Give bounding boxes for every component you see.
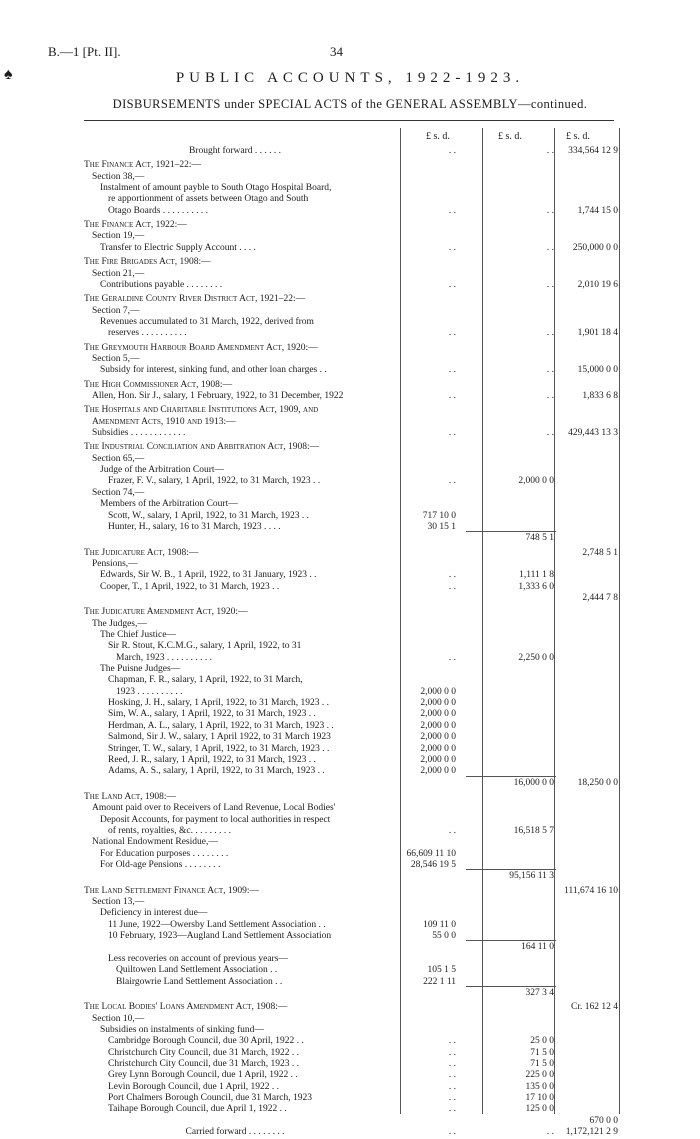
ledger-row (80, 744, 620, 755)
amount-c2: 748 5 1 (525, 533, 554, 544)
ledger-row (80, 570, 620, 581)
amount-c3: 334,564 12 9 (568, 146, 618, 156)
amount-c1: 28,546 19 5 (410, 860, 456, 870)
ledger-row (80, 146, 620, 157)
ledger-row (80, 454, 620, 465)
row-description: The Judges,— (92, 618, 147, 629)
ledger-row (80, 815, 620, 826)
ledger-row (80, 499, 620, 510)
row-description: Grey Lynn Borough Council, due 1 April, 1922 . . (108, 1070, 298, 1081)
ledger-row (80, 908, 620, 919)
row-description: Christchurch City Council, due 31 March, 1922 . . (108, 1047, 300, 1058)
row-description: Section 7,— (92, 305, 140, 316)
amount-c2: 71 5 0 (530, 1047, 554, 1058)
row-description: The Land Settlement Finance Act, 1909:— (84, 885, 259, 896)
row-description: Quiltowen Land Settlement Association . . (116, 965, 278, 976)
row-description: Deficiency in interest due— (100, 908, 208, 919)
row-description: Section 10,— (92, 1013, 145, 1024)
ledger-row (80, 306, 620, 317)
row-description: The Greymouth Harbour Board Amendment Act, 1920:— (84, 342, 318, 353)
amount-c1: . . (448, 1081, 456, 1092)
amount-c2: 71 5 0 (530, 1058, 554, 1069)
subtotal-rule (466, 869, 556, 870)
row-description: Members of the Arbitration Court— (100, 499, 238, 510)
amount-c1: 2,000 0 0 (420, 720, 456, 731)
ledger-row (80, 380, 620, 391)
subtotal-row (80, 533, 620, 544)
ledger-row (80, 428, 620, 439)
ledger-row (80, 269, 620, 280)
ledger-row (80, 687, 620, 698)
amount-c1: . . (448, 1070, 456, 1081)
ledger-row (80, 954, 620, 965)
amount-c2: 2,000 0 0 (518, 476, 554, 487)
ledger-row (80, 172, 620, 183)
amount-c3: 250,000 0 0 (572, 242, 618, 253)
ledger-row (80, 1014, 620, 1025)
row-description: The Fire Brigades Act, 1908:— (84, 257, 211, 268)
row-description: Christchurch City Council, due 31 March, 1923 . . (108, 1058, 300, 1069)
row-description: reserves . . . . . . . . . . (108, 328, 187, 339)
amount-c2: . . (546, 205, 554, 216)
amount-c1: 2,000 0 0 (420, 732, 456, 743)
ledger-row (80, 559, 620, 570)
ledger-row (80, 698, 620, 709)
amount-c3: 1,833 6 8 (582, 391, 618, 401)
ledger-row (80, 511, 620, 522)
ledger-row (80, 849, 620, 860)
row-description: Revenues accumulated to 31 March, 1922, derived from (100, 316, 314, 327)
page-number: 34 (330, 44, 343, 59)
ledger-row (80, 826, 620, 837)
amount-c1: 2,000 0 0 (420, 754, 456, 765)
ledger-row (80, 231, 620, 242)
ledger-row (80, 630, 620, 641)
header-rule (84, 120, 614, 121)
amount-c3: 670 0 0 (589, 1115, 618, 1126)
row-description: Transfer to Electric Supply Account . . . . (100, 242, 256, 253)
amount-c2: 17 10 0 (525, 1093, 554, 1103)
amount-c3: 1,744 15 0 (577, 205, 618, 216)
report-reference: B.—1 [Pt. II]. (48, 44, 121, 59)
amount-c3: 2,748 5 1 (582, 547, 618, 558)
row-description: Section 5,— (92, 353, 140, 364)
amount-c1: . . (448, 1127, 456, 1138)
ledger-row (80, 920, 620, 931)
ledger-row (80, 886, 620, 897)
subtotal-row (80, 871, 620, 882)
page-title: PUBLIC ACCOUNTS, 1922-1923. (175, 70, 525, 86)
row-description: The Finance Act, 1922:— (84, 220, 187, 231)
amount-c1: 2,000 0 0 (420, 743, 456, 754)
row-description: Section 13,— (92, 897, 145, 908)
ledger-row (80, 220, 620, 231)
row-description: The High Commissioner Act, 1908:— (84, 379, 233, 390)
row-description: Cambridge Borough Council, due 30 April, 1922 . . (108, 1036, 304, 1047)
ledger-row (80, 280, 620, 291)
currency-header-col2: £ s. d. (498, 131, 522, 142)
amount-c1: 2,000 0 0 (420, 709, 456, 720)
row-description: Hosking, J. H., salary, 1 April, 1922, to 31 March, 1923 . . (108, 698, 330, 709)
amount-c2: . . (546, 428, 554, 439)
row-description: Amendment Acts, 1910 and 1913:— (92, 416, 236, 427)
subtotal-rule (466, 776, 556, 777)
amount-c1: . . (448, 205, 456, 216)
amount-c2: 125 0 0 (525, 1104, 554, 1115)
amount-c2: 2,250 0 0 (518, 652, 554, 663)
row-description: 1923 . . . . . . . . . . (116, 686, 183, 697)
amount-c3: 429,443 13 3 (568, 428, 618, 439)
row-description: Chapman, F. R., salary, 1 April, 1922, to 31 March, (108, 675, 303, 686)
amount-c1: . . (448, 146, 456, 156)
row-description: Subsidy for interest, sinking fund, and other loan charges . . (100, 365, 327, 376)
subtotal-row (80, 988, 620, 999)
ledger-row (80, 194, 620, 205)
amount-c2: . . (546, 328, 554, 339)
row-description: Subsidies . . . . . . . . . . . . (92, 428, 186, 439)
ledger-row (80, 206, 620, 217)
row-description: The Local Bodies' Loans Amendment Act, 1908:— (84, 1002, 288, 1013)
row-description: Less recoveries on account of previous years— (108, 953, 288, 964)
ledger-row (80, 1025, 620, 1036)
ledger-row (80, 160, 620, 171)
ledger-row (80, 391, 620, 402)
ledger-row (80, 755, 620, 766)
margin-mark: ♠ (4, 66, 13, 83)
row-description: Section 65,— (92, 453, 145, 464)
row-description: 11 June, 1922—Owersby Land Settlement Association . . (108, 919, 326, 930)
amount-c1: 2,000 0 0 (420, 698, 456, 709)
ledger-row (80, 897, 620, 908)
amount-c1: 2,000 0 0 (420, 686, 456, 697)
row-description: Contributions payable . . . . . . . . (100, 279, 223, 290)
row-description: Blairgowrie Land Settlement Association . . (116, 976, 283, 987)
row-description: Amount paid over to Receivers of Land Revenue, Local Bodies' (92, 803, 336, 814)
row-description: March, 1923 . . . . . . . . . . (116, 652, 213, 663)
row-description: Port Chalmers Borough Council, due 31 March, 1923 (108, 1093, 312, 1103)
amount-c1: . . (448, 279, 456, 290)
row-description: Reed, J. R., salary, 1 April, 1922, to 31 March, 1923 . . (108, 754, 316, 765)
amount-c1: . . (448, 1036, 456, 1047)
ledger-row (80, 792, 620, 803)
ledger-row (80, 183, 620, 194)
amount-c1: 222 1 11 (423, 976, 456, 987)
row-description: Scott, W., salary, 1 April, 1922, to 31 March, 1923 . . (108, 510, 309, 521)
row-description: Allen, Hon. Sir J., salary, 1 February, 1922, to 31 December, 1922 (92, 391, 344, 401)
amount-c1: . . (448, 1058, 456, 1069)
ledger-row (80, 328, 620, 339)
ledger-row (80, 488, 620, 499)
row-description: Judge of the Arbitration Court— (100, 465, 225, 476)
amount-c1: 55 0 0 (432, 931, 456, 942)
ledger-row (80, 607, 620, 618)
ledger-row (80, 1059, 620, 1070)
row-description: The Judicature Amendment Act, 1920:— (84, 607, 248, 618)
row-description: The Industrial Conciliation and Arbitration Act, 1908:— (84, 442, 320, 453)
amount-c1: . . (448, 1104, 456, 1115)
ledger-row (80, 1070, 620, 1081)
amount-c2: 225 0 0 (525, 1070, 554, 1081)
ledger-row (80, 465, 620, 476)
ledger-row (80, 294, 620, 305)
row-description: The Land Act, 1908:— (84, 791, 177, 802)
ledger-row (80, 619, 620, 630)
amount-c1: 30 15 1 (427, 521, 456, 532)
amount-c1: 109 11 0 (423, 919, 456, 930)
ledger-row (80, 1036, 620, 1047)
ledger-row (80, 476, 620, 487)
amount-c2: . . (546, 391, 554, 401)
row-description: 10 February, 1923—Augland Land Settlement Association (108, 931, 332, 942)
disbursement-ledger (80, 124, 620, 1138)
amount-c2: 95,156 11 3 (509, 871, 554, 882)
ledger-row (80, 675, 620, 686)
amount-c3: 1,901 18 4 (577, 328, 618, 339)
currency-header-col1: £ s. d. (426, 131, 450, 142)
amount-c1: . . (448, 391, 456, 401)
row-description: Subsidies on instalments of sinking fund— (100, 1024, 264, 1035)
ledger-row (80, 548, 620, 559)
row-description: Instalment of amount payble to South Otago Hospital Board, (100, 183, 332, 194)
amount-c3: Cr. 162 12 4 (571, 1002, 618, 1013)
row-description: Sim, W. A., salary, 1 April, 1922, to 31 March, 1923 . . (108, 709, 316, 720)
amount-c1: . . (448, 652, 456, 663)
row-description: Pensions,— (92, 558, 138, 569)
ledger-row (80, 1002, 620, 1013)
amount-c1: 66,609 11 10 (406, 848, 456, 859)
row-description: of rents, royalties, &c. . . . . . . . . (108, 825, 231, 836)
row-description: Deposit Accounts, for payment to local authorities in respect (100, 814, 331, 825)
ledger-row (80, 709, 620, 720)
subtotal-rule (466, 986, 556, 987)
row-description: Sir R. Stout, K.C.M.G., salary, 1 April, 1922, to 31 (108, 641, 302, 652)
row-description: Brought forward . . . . . . (188, 146, 282, 156)
subtotal-row (80, 778, 620, 789)
amount-c3: 1,172,121 2 9 (565, 1127, 618, 1138)
amount-c1: . . (448, 428, 456, 439)
amount-c1: . . (448, 476, 456, 487)
amount-c1: . . (448, 1047, 456, 1058)
amount-c1: . . (448, 328, 456, 339)
row-description: Carried forward . . . . . . . . (185, 1127, 285, 1138)
row-description: The Finance Act, 1921–22:— (84, 160, 202, 171)
row-description: For Education purposes . . . . . . . . (100, 848, 229, 859)
amount-c2: 25 0 0 (530, 1036, 554, 1047)
ledger-row (80, 417, 620, 428)
row-description: The Puisne Judges— (100, 664, 181, 675)
ledger-row (80, 1048, 620, 1059)
ledger-row (80, 582, 620, 593)
amount-c1: . . (448, 242, 456, 253)
row-description: re apportionment of assets between Otago and South (108, 194, 309, 205)
row-description: Otago Boards . . . . . . . . . . (108, 205, 209, 216)
amount-c3: 15,000 0 0 (577, 365, 618, 376)
row-description: The Hospitals and Charitable Institutions Act, 1909, and (84, 405, 319, 416)
amount-c2: 16,000 0 0 (513, 777, 554, 788)
ledger-row (80, 803, 620, 814)
ledger-row (80, 442, 620, 453)
row-description: National Endowment Residue,— (92, 837, 218, 848)
amount-c1: 717 10 0 (422, 510, 456, 521)
ledger-row (80, 965, 620, 976)
ledger-row (80, 317, 620, 328)
ledger-row (80, 354, 620, 365)
row-description: Herdman, A. L., salary, 1 April, 1922, to 31 March, 1923 . . (108, 720, 334, 731)
amount-c3: 18,250 0 0 (577, 777, 618, 788)
row-description: Cooper, T., 1 April, 1922, to 31 March, 1923 . . (100, 581, 280, 592)
row-description: Levin Borough Council, due 1 April, 1922 . . (108, 1081, 279, 1092)
row-description: Hunter, H., salary, 16 to 31 March, 1923 . . . . (108, 521, 281, 532)
ledger-row (80, 653, 620, 664)
ledger-row (80, 721, 620, 732)
amount-c3: 2,444 7 8 (582, 592, 618, 603)
page-subtitle: DISBURSEMENTS under SPECIAL ACTS of the GENERAL ASSEMBLY—continued. (112, 97, 588, 111)
row-description: Adams, A. S., salary, 1 April, 1922, to 31 March, 1923 . . (108, 766, 325, 777)
amount-c3: 2,010 19 6 (577, 279, 618, 290)
ledger-row (80, 1082, 620, 1093)
amount-c2: 327 3 4 (525, 987, 554, 998)
ledger-row (80, 641, 620, 652)
amount-c3: 111,674 16 10 (564, 885, 618, 896)
amount-c1: 2,000 0 0 (420, 766, 456, 777)
amount-c1: . . (448, 365, 456, 376)
amount-c2: 1,333 6 0 (518, 581, 554, 592)
amount-c2: . . (546, 242, 554, 253)
row-description: Section 38,— (92, 171, 145, 182)
row-description: Section 21,— (92, 268, 145, 279)
ledger-row (80, 1104, 620, 1115)
amount-c2: . . (546, 365, 554, 376)
amount-c1: . . (448, 1093, 456, 1103)
amount-c1: . . (448, 825, 456, 836)
amount-c1: 105 1 5 (427, 965, 456, 976)
row-description: Stringer, T. W., salary, 1 April, 1922, to 31 March, 1923 . . (108, 743, 330, 754)
ledger-row (80, 664, 620, 675)
row-description: Taihape Borough Council, due April 1, 1922 . . (108, 1104, 287, 1115)
ledger-row (80, 1127, 620, 1138)
amount-c2: 16,518 5 7 (513, 825, 554, 836)
amount-c1: . . (448, 581, 456, 592)
amount-c2: 135 0 0 (525, 1081, 554, 1092)
subtotal-row (80, 942, 620, 953)
amount-c2: . . (546, 146, 554, 156)
subtotal-row (80, 593, 620, 604)
ledger-row (80, 257, 620, 268)
subtotal-rule (466, 940, 556, 941)
subtotal-rule (466, 531, 556, 532)
row-description: Salmond, Sir J. W., salary, 1 April 1922, to 31 March 1923 (108, 732, 331, 743)
row-description: Edwards, Sir W. B., 1 April, 1922, to 31 January, 1923 . . (100, 570, 317, 581)
row-description: Section 19,— (92, 231, 145, 242)
ledger-row (80, 837, 620, 848)
currency-header-col3: £ s. d. (566, 131, 590, 142)
amount-c2: 164 11 0 (521, 942, 554, 953)
ledger-row (80, 365, 620, 376)
ledger-row (80, 343, 620, 354)
amount-c2: . . (546, 1127, 554, 1138)
row-description: The Chief Justice— (100, 630, 176, 640)
row-description: Frazer, F. V., salary, 1 April, 1922, to 31 March, 1923 . . (108, 476, 321, 487)
amount-c2: . . (546, 279, 554, 290)
ledger-row (80, 1093, 620, 1104)
row-description: The Judicature Act, 1908:— (84, 547, 199, 558)
row-description: The Geraldine County River District Act, 1921–22:— (84, 294, 306, 305)
ledger-row (80, 405, 620, 416)
row-description: Section 74,— (92, 487, 145, 498)
row-description: For Old-age Pensions . . . . . . . . (100, 860, 221, 870)
ledger-row (80, 243, 620, 254)
amount-c1: . . (448, 570, 456, 581)
ledger-row (80, 732, 620, 743)
subtotal-row (80, 1116, 620, 1127)
amount-c2: 1,111 1 8 (519, 570, 554, 581)
